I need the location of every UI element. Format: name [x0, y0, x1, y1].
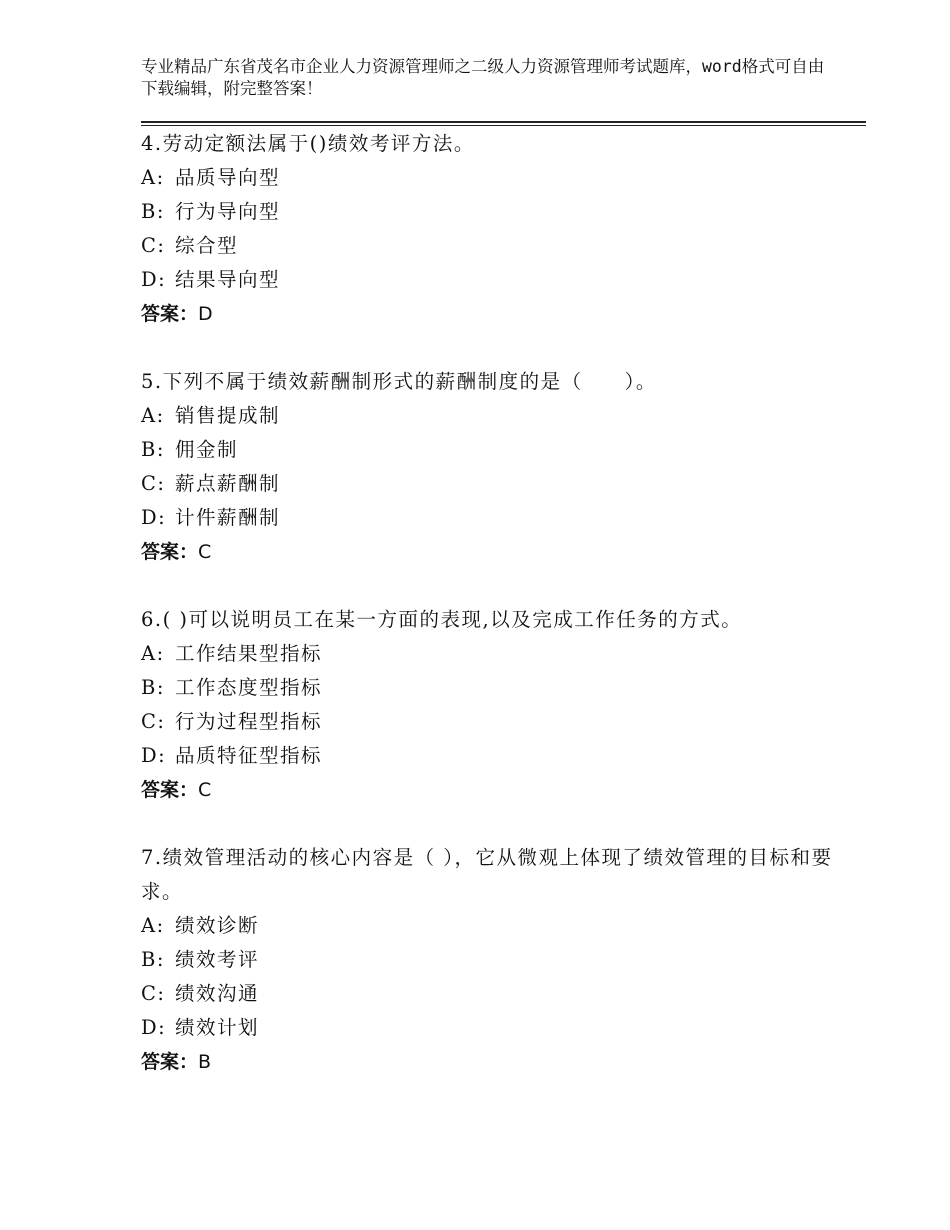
question-4: [141, 127, 841, 331]
question-text: 7.绩效管理活动的核心内容是（ ），它从微观上体现了绩效管理的目标和要求。: [141, 846, 833, 903]
answer-label: 答案：: [141, 541, 199, 563]
answer-value: B: [198, 1051, 212, 1073]
option-d: [141, 501, 841, 535]
option-key: B:: [141, 200, 165, 223]
answer-value: C: [198, 541, 212, 563]
option-text: 绩效沟通: [175, 982, 260, 1005]
answer-label: 答案：: [141, 303, 199, 325]
option-text: 绩效考评: [175, 948, 260, 971]
option-key: B:: [141, 948, 165, 971]
option-a: [141, 637, 841, 671]
option-key: B:: [141, 438, 165, 461]
option-text: 综合型: [175, 234, 239, 257]
option-key: D:: [141, 1016, 167, 1039]
document-header: 专业精品广东省茂名市企业人力资源管理师之二级人力资源管理师考试题库，word格式可自由下载编辑，附完整答案！: [141, 57, 825, 98]
option-text: 佣金制: [175, 438, 239, 461]
question-6: [141, 603, 841, 807]
answer-line: [141, 535, 841, 569]
option-c: [141, 705, 841, 739]
option-a: [141, 161, 841, 195]
option-b: [141, 671, 841, 705]
question-text: 6.( )可以说明员工在某一方面的表现,以及完成工作任务的方式。: [141, 608, 743, 631]
option-c: [141, 977, 841, 1011]
answer-line: [141, 297, 841, 331]
option-d: [141, 263, 841, 297]
option-key: A:: [141, 404, 165, 427]
option-key: C:: [141, 710, 166, 733]
question-5: [141, 365, 841, 569]
option-text: 绩效诊断: [175, 914, 260, 937]
option-a: [141, 909, 841, 943]
option-d: [141, 739, 841, 773]
option-b: [141, 943, 841, 977]
option-key: C:: [141, 982, 166, 1005]
question-7: [141, 841, 841, 1079]
option-text: 品质导向型: [175, 166, 281, 189]
header-divider-thin: [141, 125, 866, 126]
option-key: A:: [141, 166, 165, 189]
option-c: [141, 229, 841, 263]
option-text: 行为导向型: [175, 200, 281, 223]
option-key: C:: [141, 234, 166, 257]
option-key: B:: [141, 676, 165, 699]
answer-label: 答案：: [141, 1051, 199, 1073]
option-b: [141, 433, 841, 467]
option-text: 行为过程型指标: [175, 710, 323, 733]
option-key: D:: [141, 268, 167, 291]
option-text: 品质特征型指标: [175, 744, 323, 767]
answer-line: [141, 1045, 841, 1079]
option-text: 计件薪酬制: [175, 506, 281, 529]
answer-label: 答案：: [141, 779, 199, 801]
option-key: D:: [141, 744, 167, 767]
option-text: 工作态度型指标: [175, 676, 323, 699]
question-text: 4.劳动定额法属于()绩效考评方法。: [141, 132, 475, 155]
option-text: 工作结果型指标: [175, 642, 323, 665]
option-text: 销售提成制: [175, 404, 281, 427]
option-a: [141, 399, 841, 433]
option-text: 绩效计划: [175, 1016, 260, 1039]
question-text: 5.下列不属于绩效薪酬制形式的薪酬制度的是（ ）。: [141, 370, 657, 393]
answer-value: D: [198, 303, 213, 325]
option-key: A:: [141, 914, 165, 937]
option-key: C:: [141, 472, 166, 495]
answer-value: C: [198, 779, 212, 801]
option-b: [141, 195, 841, 229]
answer-line: [141, 773, 841, 807]
option-d: [141, 1011, 841, 1045]
option-text: 结果导向型: [175, 268, 281, 291]
option-text: 薪点薪酬制: [175, 472, 281, 495]
option-key: A:: [141, 642, 165, 665]
option-c: [141, 467, 841, 501]
option-key: D:: [141, 506, 167, 529]
question-list: [141, 127, 841, 1113]
header-divider-thick: [141, 121, 866, 123]
